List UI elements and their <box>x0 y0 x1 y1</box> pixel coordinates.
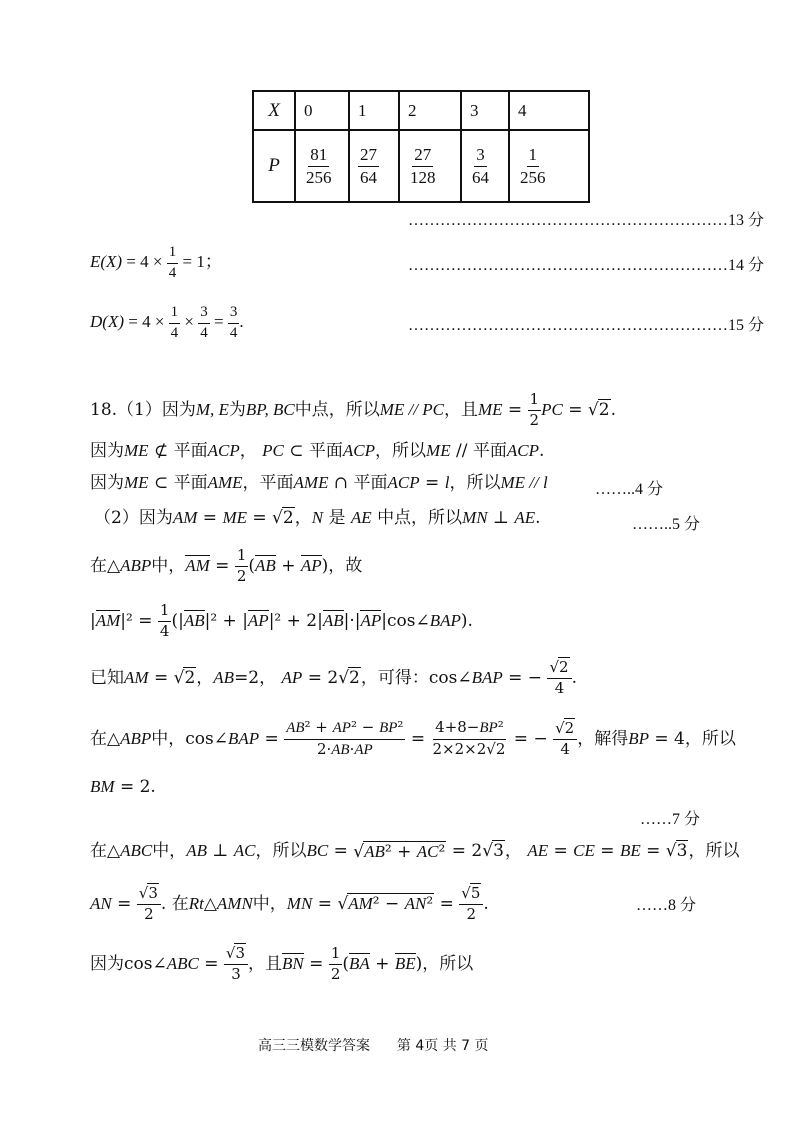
score-line-13: ……………………………………………………13 分 <box>408 212 765 229</box>
q18-known-line: 已知AM = √2，AB=2， AP = 2√2，可得：cos∠BAP = − $\frac{√2}{4}$ . <box>90 658 577 697</box>
q18-part1-line2: 因为ME ⊄ 平面ACP， PC ⊂ 平面ACP，所以ME // 平面ACP. <box>90 441 545 461</box>
p-value: $\frac{81}{256}$ <box>295 130 349 202</box>
q18-vector-line: 在△ABP中，AM = $\frac{1}{2}$ (AB + AP)，故 <box>90 546 363 585</box>
q18-cos-abc-line: 因为cos∠ABC = $\frac{√3}{3}$ ，且BN = $\frac{1}{2}$ (BA + BE)，所以 <box>90 944 474 983</box>
score-line-14: ……………………………………………………14 分 <box>408 257 765 274</box>
p-value: $\frac{27}{64}$ <box>349 130 399 202</box>
score-line-8: ……8 分 <box>636 897 697 914</box>
score-5: 5 分 <box>672 516 701 533</box>
footer-title: 高三三模数学答案 <box>258 1038 370 1054</box>
score-15: 15 分 <box>728 317 765 334</box>
x-value: 1 <box>349 91 399 130</box>
q18-bm-line: BM = 2. <box>90 777 156 797</box>
table-row-x <box>253 91 589 130</box>
x-value: 3 <box>461 91 509 130</box>
distribution-table <box>252 90 590 203</box>
q18-part1-line1: 18.（1）因为M, E为BP, BC中点，所以ME // PC，且ME = $\frac{1}{2}$ PC = √2. <box>90 390 616 429</box>
score-line-7: ……7 分 <box>640 811 701 828</box>
score-7: 7 分 <box>672 811 701 828</box>
q18-abc-line: 在△ABC中，AB ⊥ AC，所以BC = √AB² + AC² = 2√3， AE = CE = BE = √3，所以 <box>90 841 740 862</box>
score-8: 8 分 <box>668 897 697 914</box>
q18-norm-line: |AM|² = $\frac{1}{4}$ (|AB|² + |AP|² + 2|AB|·|AP|cos∠BAP). <box>90 601 473 640</box>
p-value: $\frac{27}{128}$ <box>399 130 461 202</box>
p-value: $\frac{1}{256}$ <box>509 130 589 202</box>
score-line-5: ……..5 分 <box>632 516 701 533</box>
expectation-line: E(X) = 4 × $\frac{1}{4}$ = 1； <box>90 244 222 281</box>
row-p-header: P <box>253 130 295 202</box>
score-4: 4 分 <box>635 481 664 498</box>
score-14: 14 分 <box>728 257 765 274</box>
variance-line: D(X) = 4 × $\frac{1}{4}$ × $\frac{3}{4}$ = $\frac{3}{4}$ . <box>90 304 244 341</box>
q18-part1-line3: 因为ME ⊂ 平面AME，平面AME ∩ 平面ACP = l，所以ME // l <box>90 473 548 493</box>
q18-part2-line1: （2）因为AM = ME = √2，N 是 AE 中点，所以MN ⊥ AE. <box>94 508 541 528</box>
row-x-header: X <box>253 91 295 130</box>
q18-cosine-law-line: 在△ABP中，cos∠BAP = $\frac{\text{AB² + AP² − BP²}}{2\cdot AB\cdot AP}$ = $\frac{\text{4+8−BP²}}{2\times 2\times 2√2}$ = − $\frac{√2}{4}$ ，解得BP = 4，所以 <box>90 718 736 759</box>
score-13: 13 分 <box>728 212 765 229</box>
table-row-p <box>253 130 589 202</box>
footer-page-number: 第 4页 共 7 页 <box>396 1038 489 1054</box>
p-value: $\frac{3}{64}$ <box>461 130 509 202</box>
q18-an-line: AN = $\frac{√3}{2}$ . 在Rt△AMN中，MN = √AM² − AN² = $\frac{√5}{2}$ . <box>90 884 489 923</box>
score-line-15: ……………………………………………………15 分 <box>408 317 765 334</box>
x-value: 2 <box>399 91 461 130</box>
score-line-4: ……..4 分 <box>595 481 664 498</box>
x-value: 4 <box>509 91 589 130</box>
x-value: 0 <box>295 91 349 130</box>
page-footer <box>258 1035 489 1055</box>
